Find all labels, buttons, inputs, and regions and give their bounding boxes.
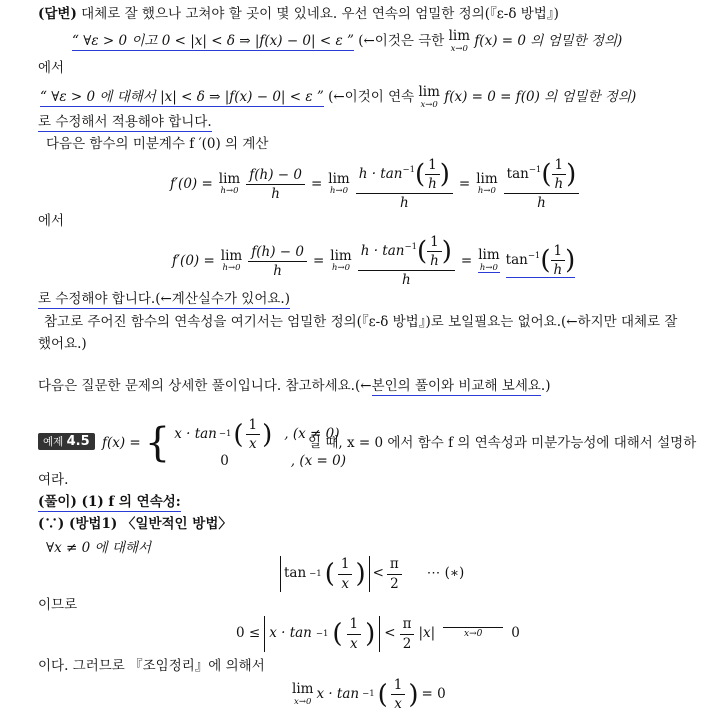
correction-text-1: 로 수정해서 적용해야 합니다. — [38, 114, 212, 130]
correction-note-2: (←계산실수가 있어요.) — [155, 291, 290, 307]
squeeze-inequality: 0 ≤ x · tan −1 ( $\frac{1}{x}$ ) < $\frac{\pi}{2}$ |x| x→0 0 — [236, 616, 520, 652]
example-text: 일 때, x = 0 에서 함수 f 의 연속성과 미분가능성에 대해서 설명하 — [308, 435, 697, 451]
forall-line: ∀x ≠ 0 에 대해서 — [46, 540, 151, 556]
final-limit-equation: lim x→0 x · tan −1 ( $\frac{1}{x}$ ) = 0 — [292, 677, 446, 713]
reference-note: 참고로 주어진 함수의 연속성을 여기서는 엄밀한 정의(『ε-δ 방법』)로 보일필요는 없어요.(←하지만 대체로 잘 — [44, 314, 678, 330]
correction-line-2 — [38, 293, 290, 307]
answer-intro-line — [38, 8, 559, 22]
answer-intro-text: 대체로 잘 했으나 고쳐야 할 곳이 몇 있네요. 우선 연속의 엄밀한 정의(『ε-δ 방법』) — [81, 6, 559, 22]
limit-operator: lim x→0 — [448, 28, 471, 54]
derivative-equation-original: f′(0) = lim h→0 $\frac{f(h) - 0}{h}$ = lim h→0 $h \cdot \tan^{-1}$( $\frac{1}{h}$ ) h = lim h→0 $\tan^{-1}$( $\frac{1}{h}$ ) h — [170, 158, 579, 211]
limit-definition-tail: f(x) = 0 의 엄밀한 정의) — [474, 33, 623, 49]
method-heading: (∵) (방법1) 〈일반적인 방법〉 — [38, 516, 232, 532]
right-arrow-icon: x→0 — [443, 629, 503, 639]
piecewise-function: f(x) = { x · tan −1 ( $\frac{1}{x}$ ) , (x ≠ 0) 0 , (x = 0) — [102, 417, 347, 470]
example-text-cont: 여라. — [38, 472, 69, 488]
text-eseo-2: 에서 — [38, 213, 65, 229]
correction-text-2: 로 수정해야 합니다. — [38, 291, 156, 307]
text-eseo-1: 에서 — [38, 60, 65, 76]
continuity-definition-note: (←이것이 연속 — [328, 89, 415, 105]
continuity-definition-tail: f(x) = 0 = f(0) 의 엄밀한 정의) — [444, 89, 637, 105]
detailed-solution-intro: 다음은 질문한 문제의 상세한 풀이입니다. 참고하세요.(←본인의 풀이와 비교해 보세요.) — [38, 378, 551, 394]
derivative-equation-corrected: f′(0) = lim h→0 $\frac{f(h) - 0}{h}$ = lim h→0 $h \cdot \tan^{-1}$( $\frac{1}{h}$ ) h = lim h→0 $\tan^{-1}$( $\frac{1}{h}$ ) — [172, 234, 576, 289]
limit-operator: lim x→0 — [418, 84, 440, 110]
continuity-definition-line — [40, 86, 636, 109]
squeeze-conclusion: 이다. 그러므로 『조임정리』에 의해서 — [38, 658, 265, 674]
continuity-definition-quote: “ ∀ε > 0 에 대해서 |x| < δ ⇒ |f(x) − 0| < ε ” — [40, 89, 324, 105]
limit-definition-line — [72, 30, 622, 53]
limit-definition-quote: “ ∀ε > 0 이고 0 < |x| < δ ⇒ |f(x) − 0| < ε ” — [72, 33, 354, 49]
reference-note-cont: 했어요.) — [38, 336, 87, 352]
answer-heading: (답변) — [38, 6, 77, 22]
arctan-bound-inequality: tan −1 ( $\frac{1}{x}$ ) < $\frac{\pi}{2}$ ⋯ (∗) — [280, 556, 464, 592]
example-tag: 예제 4.5 — [38, 433, 95, 450]
compare-note: 본인의 풀이와 비교해 보세요 — [371, 378, 541, 394]
text-imuro: 이므로 — [38, 597, 78, 613]
limit-definition-note: (←이것은 극한 — [358, 33, 445, 49]
derivative-intro: 다음은 함수의 미분계수 f ′(0) 의 계산 — [46, 136, 269, 152]
solution-heading: (풀이) (1) f 의 연속성: — [38, 494, 181, 510]
